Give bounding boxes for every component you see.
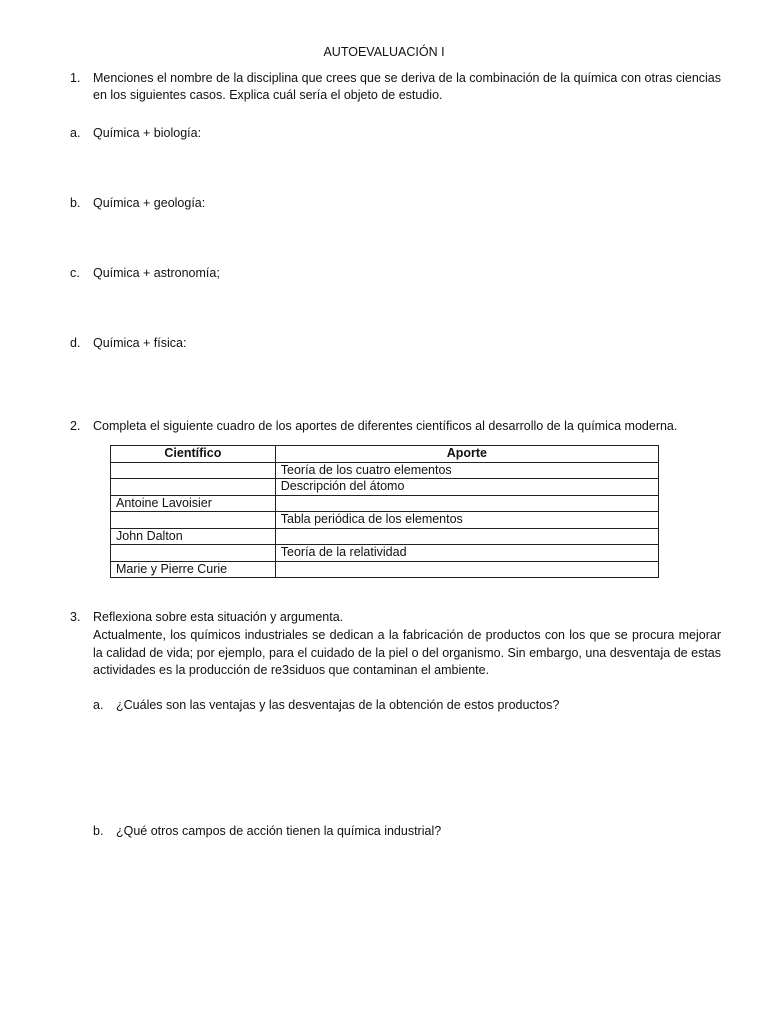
contribution-cell: Teoría de los cuatro elementos — [275, 462, 658, 479]
question-text: Completa el siguiente cuadro de los aportes de diferentes científicos al desarrollo de la química moderna. — [93, 419, 678, 433]
item-letter: a. — [70, 126, 81, 140]
scientist-cell: John Dalton — [111, 528, 276, 545]
scientist-cell — [111, 462, 276, 479]
item-letter: b. — [70, 196, 81, 210]
item-text: Química + astronomía; — [93, 266, 220, 280]
question-number: 2. — [70, 419, 81, 433]
scientist-cell — [111, 545, 276, 562]
item-letter: d. — [70, 336, 81, 350]
item-letter: a. — [93, 698, 104, 712]
item-letter: c. — [70, 266, 80, 280]
contribution-cell — [275, 495, 658, 512]
item-letter: b. — [93, 824, 104, 838]
table-row — [111, 528, 659, 545]
table-row — [111, 495, 659, 512]
column-header-contribution: Aporte — [275, 446, 658, 463]
contribution-cell: Teoría de la relatividad — [275, 545, 658, 562]
item-text: Química + biología: — [93, 126, 202, 140]
scientist-cell — [111, 479, 276, 496]
question-paragraph: Actualmente, los químicos industriales se dedican a la fabricación de productos con los que se procura mejorar la calidad de vida; por ejemplo, para el cuidado de la piel o del organismo. Sin embargo, una desventaja de estas actividades es la producción de re3siduos que contaminan el ambiente. — [93, 628, 721, 677]
contribution-cell: Descripción del átomo — [275, 479, 658, 496]
scientist-cell: Marie y Pierre Curie — [111, 561, 276, 578]
item-text: Química + geología: — [93, 196, 206, 210]
document-title: AUTOEVALUACIÓN I — [323, 45, 445, 59]
column-header-scientist: Científico — [111, 446, 276, 463]
question-number: 3. — [70, 610, 81, 624]
scientists-table — [110, 445, 659, 578]
scientist-cell: Antoine Lavoisier — [111, 495, 276, 512]
contribution-cell — [275, 528, 658, 545]
table-header-row — [111, 446, 659, 463]
question-number: 1. — [70, 71, 81, 85]
table-row — [111, 561, 659, 578]
contribution-cell: Tabla periódica de los elementos — [275, 512, 658, 529]
contribution-cell — [275, 561, 658, 578]
table-row — [111, 545, 659, 562]
question-text: Menciones el nombre de la disciplina que crees que se deriva de la combinación de la química con otras ciencias en los siguientes casos. Explica cuál sería el objeto de estudio. — [93, 71, 721, 102]
item-text: ¿Cuáles son las ventajas y las desventajas de la obtención de estos productos? — [116, 698, 560, 712]
table-row — [111, 479, 659, 496]
item-text: ¿Qué otros campos de acción tienen la química industrial? — [116, 824, 442, 838]
item-text: Química + física: — [93, 336, 187, 350]
table-row — [111, 512, 659, 529]
table-row — [111, 462, 659, 479]
question-heading: Reflexiona sobre esta situación y argumenta. — [93, 610, 344, 624]
scientist-cell — [111, 512, 276, 529]
